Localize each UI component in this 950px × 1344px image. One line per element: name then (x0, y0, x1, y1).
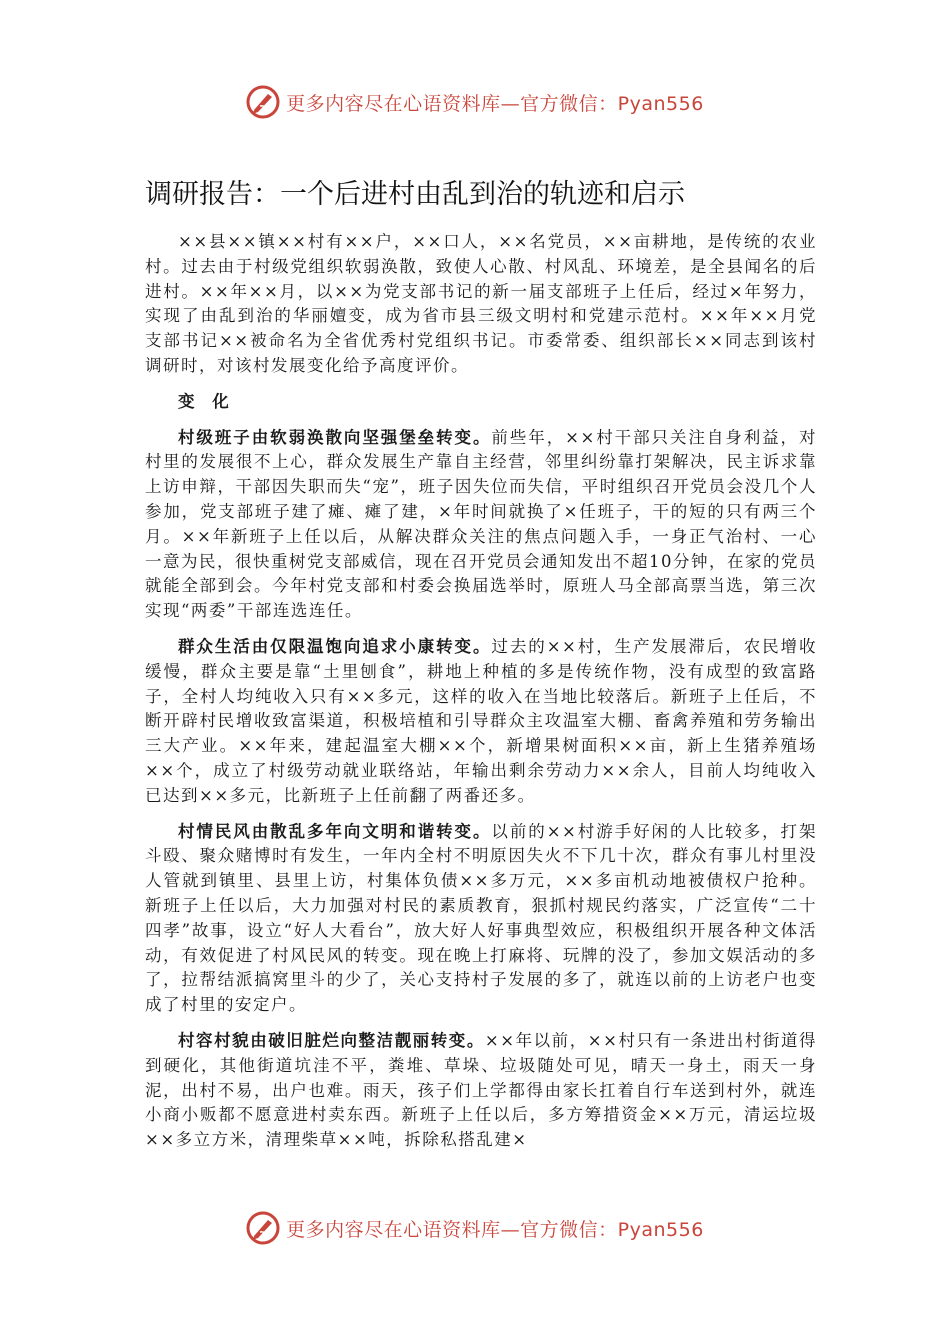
watermark-text (286, 89, 704, 116)
paragraph-text: ××年以前，××村只有一条进出村街道得到硬化，其他街道坑洼不平，粪堆、草垛、垃圾随处可见，晴天一身土，雨天一身泥，出村不易，出户也难。雨天，孩子们上学都得由家长扛着自行车送到村外，就连小商小贩都不愿意进村卖东西。新班子上任以后，多方筹措资金××万元，清运垃圾××多立方米，清理柴草××吨，拆除私搭乱建× (145, 1030, 817, 1150)
brush-logo-icon (246, 1211, 280, 1245)
paragraph-lead: 村容村貌由破旧脏烂向整洁靓丽转变。 (178, 1030, 485, 1050)
paragraph-lead: 村级班子由软弱涣散向坚强堡垒转变。 (178, 427, 492, 447)
header-watermark-banner (0, 82, 950, 122)
footer-watermark-banner (0, 1208, 950, 1248)
watermark-text (286, 1215, 704, 1242)
paragraph-lead: 村情民风由散乱多年向文明和谐转变。 (178, 821, 492, 841)
document-title: 调研报告：一个后进村由乱到治的轨迹和启示 (145, 179, 685, 210)
body-paragraph (145, 1029, 817, 1153)
brush-logo-icon (246, 85, 280, 119)
wechat-id: Pyan556 (617, 92, 704, 115)
paragraph-text: 以前的××村游手好闲的人比较多，打架斗殴、聚众赌博时有发生，一年内全村不明原因失火不下几十次，群众有事儿村里没人管就到镇里、县里上访，村集体负债××多万元，××多亩机动地被债权户抢种。新班子上任以后，大力加强对村民的素质教育，狠抓村规民约落实，广泛宣传“二十四孝”故事，设立“好人大看台”，放大好人好事典型效应，积极组织开展各种文体活动，有效促进了村风民风的转变。现在晚上打麻将、玩牌的没了，参加文娱活动的多了，拉帮结派搞窝里斗的少了，关心支持村子发展的多了，就连以前的上访老户也变成了村里的安定户。 (145, 821, 817, 1015)
body-paragraph (145, 426, 817, 624)
section-heading: 变 化 (178, 391, 235, 411)
watermark-label: 更多内容尽在心语资料库—官方微信： (286, 92, 618, 115)
wechat-id: Pyan556 (617, 1218, 704, 1241)
intro-paragraph: ××县××镇××村有××户，××口人，××名党员，××亩耕地，是传统的农业村。过去由于村级党组织软弱涣散，致使人心散、村风乱、环境差，是全县闻名的后进村。××年××月，以××为党支部书记的新一届支部班子上任后，经过×年努力，实现了由乱到治的华丽嬗变，成为省市县三级文明村和党建示范村。××年××月党支部书记××被命名为全省优秀村党组织书记。市委常委、组织部长××同志到该村调研时，对该村发展变化给予高度评价。 (145, 232, 817, 375)
document-body (145, 230, 817, 1153)
watermark-label: 更多内容尽在心语资料库—官方微信： (286, 1218, 618, 1241)
body-paragraph (145, 820, 817, 1018)
paragraph-text: 过去的××村，生产发展滞后，农民增收缓慢，群众主要是靠“土里刨食”，耕地上种植的多是传统作物，没有成型的致富路子，全村人均纯收入只有××多元，这样的收入在当地比较落后。新班子上任后，不断开辟村民增收致富渠道，积极培植和引导群众主攻温室大棚、畜禽养殖和劳务输出三大产业。××年来，建起温室大棚××个，新增果树面积××亩，新上生猪养殖场××个，成立了村级劳动就业联络站，年输出剩余劳动力××余人，目前人均纯收入已达到××多元，比新班子上任前翻了两番还多。 (145, 636, 817, 805)
paragraph-lead: 群众生活由仅限温饱向追求小康转变。 (178, 636, 492, 656)
paragraph-text: 前些年，××村干部只关注自身利益，对村里的发展很不上心，群众发展生产靠自主经营，邻里纠纷靠打架解决，民主诉求靠上访申辩，干部因失职而失“宠”，班子因失位而失信，平时组织召开党员会没几个人参加，党支部班子建了瘫、瘫了建，×年时间就换了×任班子，干的短的只有两三个月。××年新班子上任以后，从解决群众关注的焦点问题入手，一身正气治村、一心一意为民，很快重树党支部威信，现在召开党员会通知发出不超10分钟，在家的党员就能全部到会。今年村党支部和村委会换届选举时，原班人马全部高票当选，第三次实现“两委”干部连选连任。 (145, 427, 817, 621)
body-paragraph (145, 635, 817, 809)
